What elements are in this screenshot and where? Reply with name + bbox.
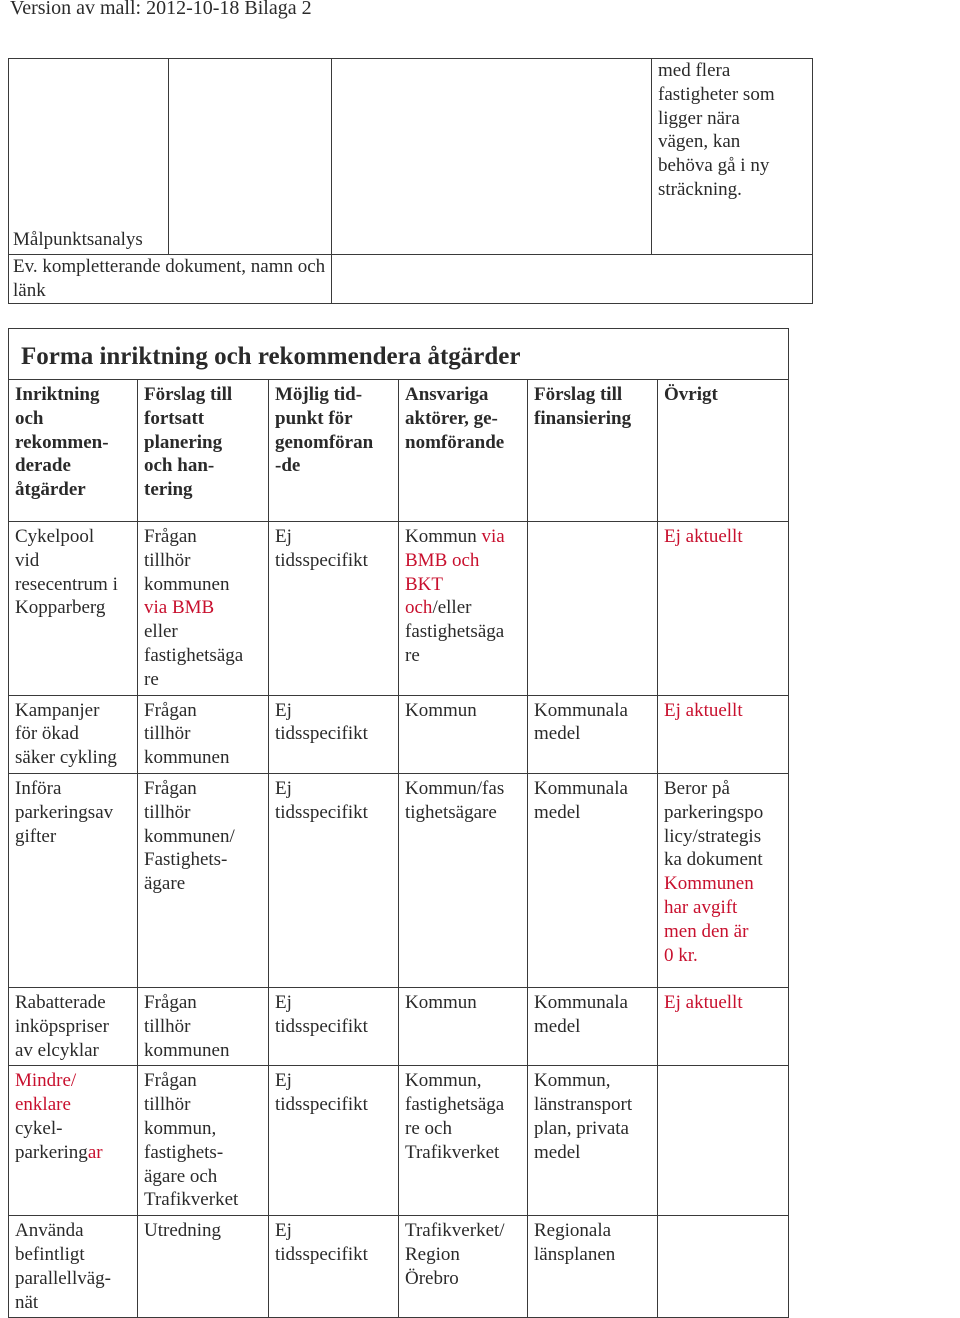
red-text: via BMB — [144, 597, 215, 619]
cell-tidpunkt: Ej tidsspecifikt — [269, 773, 399, 987]
table-title: Forma inriktning och rekommendera åtgärder — [9, 329, 789, 380]
text-fragment: /eller fastighetsäga re — [405, 597, 505, 666]
table-row — [9, 695, 789, 773]
cell-planering: Utredning — [138, 1216, 269, 1318]
cell-tidpunkt: Ej tidsspecifikt — [269, 695, 399, 773]
header-inriktning: Inriktning och rekommen- derade åtgärder — [9, 380, 138, 522]
cell-finansiering: Kommunala medel — [528, 773, 658, 987]
text-fragment: eller fastighetsäga re — [144, 621, 244, 690]
cell-ovrigt: Ej aktuellt — [658, 522, 789, 696]
cell-ansvariga: Kommun, fastighetsäga re och Trafikverket — [399, 1066, 528, 1216]
cell-ovrigt: Ej aktuellt — [658, 695, 789, 773]
cell-ansvariga: Kommun — [399, 695, 528, 773]
cell-tidpunkt: Ej tidsspecifikt — [269, 1066, 399, 1216]
cell-tidpunkt: Ej tidsspecifikt — [269, 1216, 399, 1318]
cell-inriktning — [9, 1066, 138, 1216]
header-ansvariga: Ansvariga aktörer, ge- nomförande — [399, 380, 528, 522]
red-text: Kommunen har avgift men den är 0 kr. — [664, 873, 754, 966]
text-fragment: cykel- parkering — [15, 1117, 88, 1163]
table-row — [9, 773, 789, 987]
empty-cell — [169, 59, 332, 255]
cell-finansiering — [528, 522, 658, 696]
header-forslag-planering: Förslag till fortsatt planering och han- tering — [138, 380, 269, 522]
empty-cell — [332, 59, 652, 255]
cell-inriktning: Rabatterade inköpspriser av elcyklar — [9, 987, 138, 1065]
cell-ovrigt: Ej aktuellt — [658, 987, 789, 1065]
top-table — [8, 58, 813, 304]
cell-finansiering: Regionala länsplanen — [528, 1216, 658, 1318]
header-finansiering: Förslag till finansiering — [528, 380, 658, 522]
table-row — [9, 1066, 789, 1216]
text-fragment: Frågan tillhör kommunen — [144, 526, 230, 595]
cell-planering: Frågan tillhör kommun, fastighets- ägare och Trafikverket — [138, 1066, 269, 1216]
text-fragment: Kommun — [405, 526, 482, 547]
cell-ovrigt — [658, 1216, 789, 1318]
cell-planering — [138, 522, 269, 696]
cell-ansvariga: Kommun — [399, 987, 528, 1065]
cell-ansvariga — [399, 522, 528, 696]
cell-planering: Frågan tillhör kommunen — [138, 987, 269, 1065]
cell-inriktning: Cykelpool vid resecentrum i Kopparberg — [9, 522, 138, 696]
main-table — [8, 328, 789, 1318]
header-row — [9, 380, 789, 522]
komplettering-label: Ev. kompletterande dokument, namn och länk — [9, 255, 332, 304]
cell-finansiering: Kommun, länstransport plan, privata medel — [528, 1066, 658, 1216]
red-text: Mindre/ enklare — [15, 1070, 77, 1116]
header-mojlig-tidpunkt: Möjlig tid- punkt för genomföran -de — [269, 380, 399, 522]
red-text: ar — [87, 1141, 103, 1163]
cell-planering: Frågan tillhör kommunen — [138, 695, 269, 773]
cell-ovrigt — [658, 1066, 789, 1216]
malpunkt-cell — [9, 59, 169, 255]
cell-finansiering: Kommunala medel — [528, 987, 658, 1065]
cell-inriktning: Kampanjer för ökad säker cykling — [9, 695, 138, 773]
table-row — [9, 522, 789, 696]
cell-ansvariga: Trafikverket/ Region Örebro — [399, 1216, 528, 1318]
header-ovrigt: Övrigt — [658, 380, 789, 522]
cell-tidpunkt: Ej tidsspecifikt — [269, 522, 399, 696]
text-fragment: Beror på parkeringspo licy/strategis ka dokument — [664, 777, 764, 871]
cell-ansvariga: Kommun/fas tighetsägare — [399, 773, 528, 987]
red-text: via BMB och BKT och — [405, 526, 505, 619]
cell-inriktning: Använda befintligt parallellväg- nät — [9, 1216, 138, 1318]
table-row — [9, 1216, 789, 1318]
cell-ovrigt — [658, 773, 789, 987]
table-row — [9, 987, 789, 1065]
cell-finansiering: Kommunala medel — [528, 695, 658, 773]
empty-cell — [332, 255, 813, 304]
cell-planering: Frågan tillhör kommunen/ Fastighets- ägare — [138, 773, 269, 987]
cell-inriktning: Införa parkeringsav gifter — [9, 773, 138, 987]
cell-tidpunkt: Ej tidsspecifikt — [269, 987, 399, 1065]
version-line: Version av mall: 2012-10-18 Bilaga 2 — [10, 0, 312, 19]
malpunkt-label: Målpunktsanalys — [13, 229, 143, 251]
note-cell: med flera fastigheter som ligger nära vägen, kan behöva gå i ny sträckning. — [652, 59, 813, 255]
